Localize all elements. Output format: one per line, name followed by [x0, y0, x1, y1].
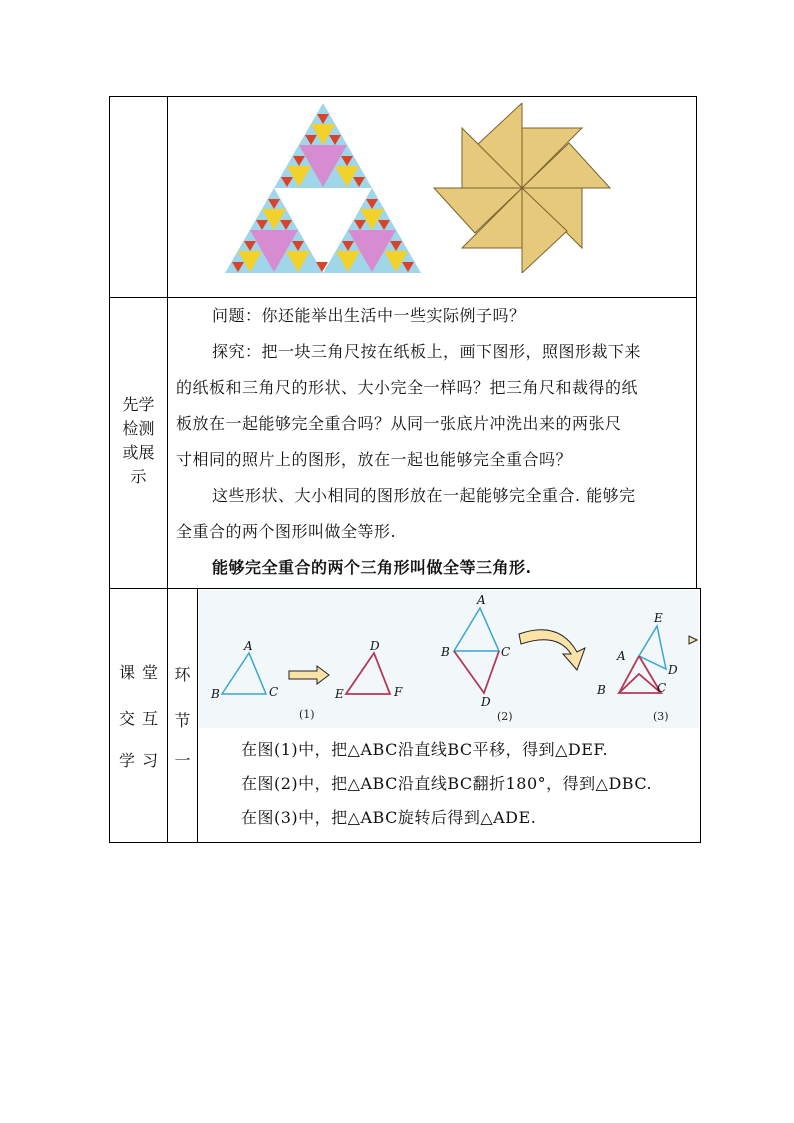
step-char: 环: [174, 665, 191, 684]
figure-caption: (1): [299, 708, 315, 721]
label-char: 课: [119, 663, 136, 682]
label-char: 习: [142, 751, 159, 770]
point-label: B: [597, 683, 606, 697]
question-paragraph: 问题：你还能举出生活中一些实际例子吗？: [212, 306, 526, 325]
pinwheel-star-image: [432, 103, 612, 273]
point-label: E: [335, 687, 344, 701]
point-label: C: [501, 645, 511, 659]
label-char: 堂: [142, 663, 159, 682]
congruent-figure-paragraph: 这些形状、大小相同的图形放在一起能够完全重合. 能够完: [212, 486, 636, 505]
point-label: E: [654, 611, 663, 625]
section-label-line: 示: [130, 467, 147, 486]
congruent-figure-paragraph: 全重合的两个图形叫做全等形.: [176, 522, 397, 541]
point-label: C: [269, 685, 279, 699]
point-label: A: [244, 639, 253, 653]
point-label: A: [477, 593, 486, 607]
section-label-preview: [110, 393, 167, 489]
table-border-bottom: [109, 842, 701, 843]
explore-paragraph-line: 探究：把一块三角尺按在纸板上，画下图形，照图形裁下来: [212, 342, 642, 361]
explore-paragraph-line: 板放在一起能够完全重合吗？从同一张底片冲洗出来的两张尺: [176, 414, 622, 433]
point-label: D: [370, 639, 380, 653]
transformation-sentence: 在图(1)中，把△ABC沿直线BC平移，得到△DEF.: [241, 740, 609, 759]
transformation-sentence: 在图(3)中，把△ABC旋转后得到△ADE.: [241, 808, 537, 827]
section-label-line: 先学: [122, 395, 155, 414]
figure-caption: (3): [653, 710, 669, 723]
point-label: A: [617, 649, 626, 663]
sierpinski-triangle-image: [225, 103, 421, 273]
point-label: B: [441, 645, 450, 659]
point-label: C: [657, 681, 667, 695]
section-label-line: 检测: [122, 419, 155, 438]
figure-caption: (2): [497, 710, 513, 723]
transformation-figures: [199, 590, 699, 728]
label-char: 互: [142, 709, 159, 728]
step-char: 一: [174, 751, 191, 770]
point-label: D: [481, 695, 491, 709]
explore-paragraph-line: 的纸板和三角尺的形状、大小完全一样吗？把三角尺和裁得的纸: [176, 378, 639, 397]
explore-paragraph-line: 寸相同的照片上的图形，放在一起也能够完全重合吗？: [176, 450, 573, 469]
step-char: 节: [174, 711, 191, 730]
transformation-sentence: 在图(2)中，把△ABC沿直线BC翻折180°，得到△DBC.: [241, 774, 653, 793]
section-label-line: 或展: [122, 443, 155, 462]
point-label: F: [394, 685, 403, 699]
table-border-top: [109, 96, 697, 97]
label-char: 学: [119, 751, 136, 770]
congruent-triangle-definition: 能够完全重合的两个三角形叫做全等三角形.: [212, 558, 532, 577]
label-char: 交: [119, 709, 136, 728]
point-label: D: [668, 663, 678, 677]
table-border-right: [696, 96, 697, 589]
table-step-col-divider: [197, 588, 198, 843]
table-border-right-lower: [700, 588, 701, 843]
point-label: B: [211, 687, 220, 701]
